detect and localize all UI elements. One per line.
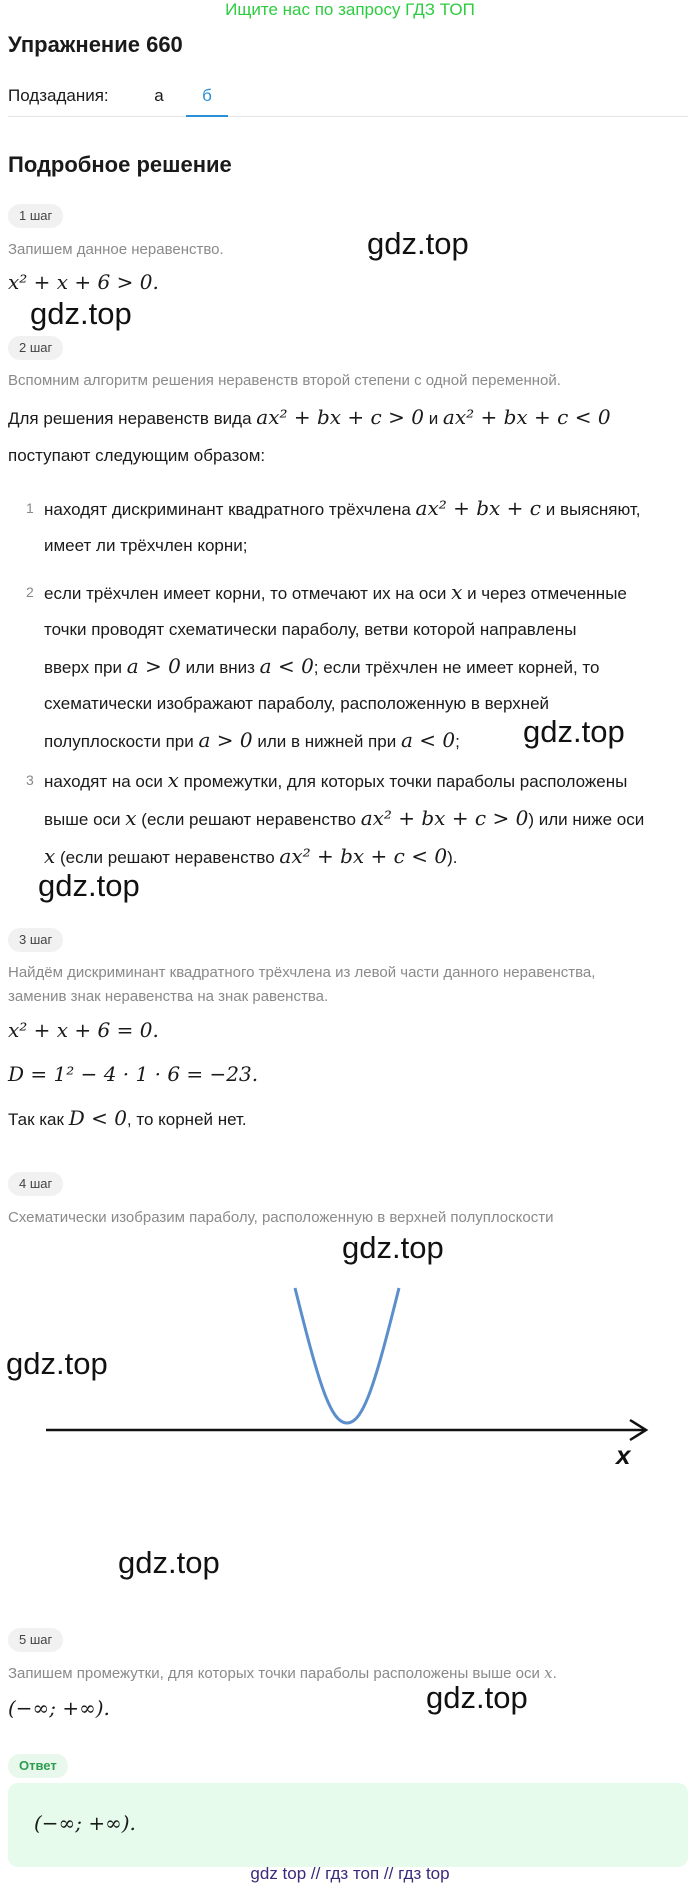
item-text: ).	[447, 848, 458, 867]
item-math: a < 0	[400, 728, 456, 752]
item-text: ) или ниже оси	[528, 810, 645, 829]
item-text: находят на оси	[44, 772, 163, 791]
answer-value: (−∞; +∞).	[34, 1811, 136, 1835]
step-2-intro-end: поступают следующим образом:	[8, 446, 266, 465]
hint-text: .	[552, 1665, 557, 1682]
item-number: 1	[26, 500, 34, 516]
algorithm-item-1	[26, 490, 686, 564]
intro-text: и	[428, 409, 439, 428]
item-text: ; если трёхчлен не имеет корней, то	[313, 658, 600, 677]
item-text: (если решают неравенство	[60, 848, 275, 867]
item-text: или вниз	[185, 658, 255, 677]
step-3-conclusion	[8, 1106, 247, 1132]
answer-badge: Ответ	[8, 1754, 68, 1778]
item-text: схематически изображают параболу, расположенную в верхней	[44, 694, 550, 713]
subtasks-label: Подзадания:	[8, 86, 109, 105]
item-number: 2	[26, 584, 34, 600]
step-5-badge: 5 шаг	[8, 1628, 63, 1652]
conclusion-text: , то корней нет.	[126, 1110, 247, 1129]
algorithm-item-3	[26, 762, 686, 876]
watermark: gdz.top	[6, 1346, 108, 1381]
step-3-hint-1: Найдём дискриминант квадратного трёхчлена из левой части данного неравенства,	[8, 964, 596, 981]
item-text: имеет ли трёхчлен корни;	[44, 536, 248, 555]
item-math: x	[451, 580, 463, 604]
item-text: выше оси	[44, 810, 121, 829]
watermark: gdz.top	[38, 868, 140, 903]
conclusion-text: Так как	[8, 1110, 64, 1129]
subtasks-bar	[8, 86, 688, 117]
item-math: x	[167, 768, 179, 792]
intro-math-2: ax² + bx + c < 0	[442, 405, 611, 429]
item-math: ax² + bx + c > 0	[360, 806, 529, 830]
conclusion-math: D < 0	[68, 1106, 127, 1130]
item-text: ;	[455, 732, 460, 751]
item-text: и выясняют,	[545, 500, 641, 519]
item-math: a > 0	[126, 654, 181, 678]
item-text: если трёхчлен имеет корни, то отмечают их на оси	[44, 584, 447, 603]
step-2-hint: Вспомним алгоритм решения неравенств второй степени с одной переменной.	[8, 372, 561, 389]
item-number: 3	[26, 772, 34, 788]
step-2-badge: 2 шаг	[8, 336, 63, 360]
parabola-graph	[0, 1270, 700, 1480]
step-2-intro	[8, 405, 611, 431]
hint-math: x	[544, 1664, 553, 1682]
item-text: находят дискриминант квадратного трёхчлена	[44, 500, 411, 519]
watermark: gdz.top	[523, 714, 625, 749]
watermark: gdz.top	[426, 1680, 528, 1715]
step-3-math-1: x² + x + 6 = 0.	[8, 1018, 159, 1042]
answer-box	[8, 1783, 688, 1867]
watermark: gdz.top	[30, 296, 132, 331]
intro-text: Для решения неравенств вида	[8, 409, 252, 428]
promo-banner[interactable]: Ищите нас по запросу ГДЗ ТОП	[225, 0, 475, 19]
step-1-badge: 1 шаг	[8, 204, 63, 228]
step-1-hint: Запишем данное неравенство.	[8, 241, 224, 258]
x-axis-label: x	[616, 1440, 631, 1470]
item-text: промежутки, для которых точки параболы расположены	[183, 772, 628, 791]
step-4-hint: Схематически изобразим параболу, расположенную в верхней полуплоскости	[8, 1209, 554, 1226]
section-title: Подробное решение	[8, 152, 232, 177]
intro-math-1: ax² + bx + c > 0	[256, 405, 424, 429]
item-text: (если решают неравенство	[141, 810, 356, 829]
item-math: x	[125, 806, 137, 830]
parabola-curve	[295, 1288, 399, 1423]
hint-text: Запишем промежутки, для которых точки параболы расположены выше оси	[8, 1665, 540, 1682]
item-math: a > 0	[198, 728, 253, 752]
item-text: вверх при	[44, 658, 122, 677]
subtask-tab-a[interactable]: а	[154, 86, 164, 105]
step-3-math-2: D = 1² − 4 · 1 · 6 = −23.	[8, 1062, 259, 1086]
step-4-badge: 4 шаг	[8, 1172, 63, 1196]
watermark: gdz.top	[367, 226, 469, 261]
item-text: или в нижней при	[257, 732, 397, 751]
step-3-hint-2: заменив знак неравенства на знак равенства.	[8, 988, 329, 1005]
item-text: полуплоскости при	[44, 732, 194, 751]
footer-links[interactable]: gdz top // гдз топ // гдз top	[250, 1864, 450, 1883]
step-5-math: (−∞; +∞).	[8, 1696, 110, 1720]
watermark: gdz.top	[118, 1545, 220, 1580]
item-math: x	[44, 844, 56, 868]
item-math: ax² + bx + c < 0	[279, 844, 448, 868]
item-text: и через отмеченные	[467, 584, 627, 603]
page-title: Упражнение 660	[8, 32, 183, 57]
item-math: a < 0	[259, 654, 314, 678]
item-text: точки проводят схематически параболу, ветви которой направлены	[44, 620, 577, 639]
step-1-math: x² + x + 6 > 0.	[8, 270, 159, 294]
item-math: ax² + bx + c	[415, 496, 541, 520]
step-3-badge: 3 шаг	[8, 928, 63, 952]
subtask-tab-b[interactable]: б	[186, 86, 228, 117]
watermark: gdz.top	[342, 1230, 444, 1265]
